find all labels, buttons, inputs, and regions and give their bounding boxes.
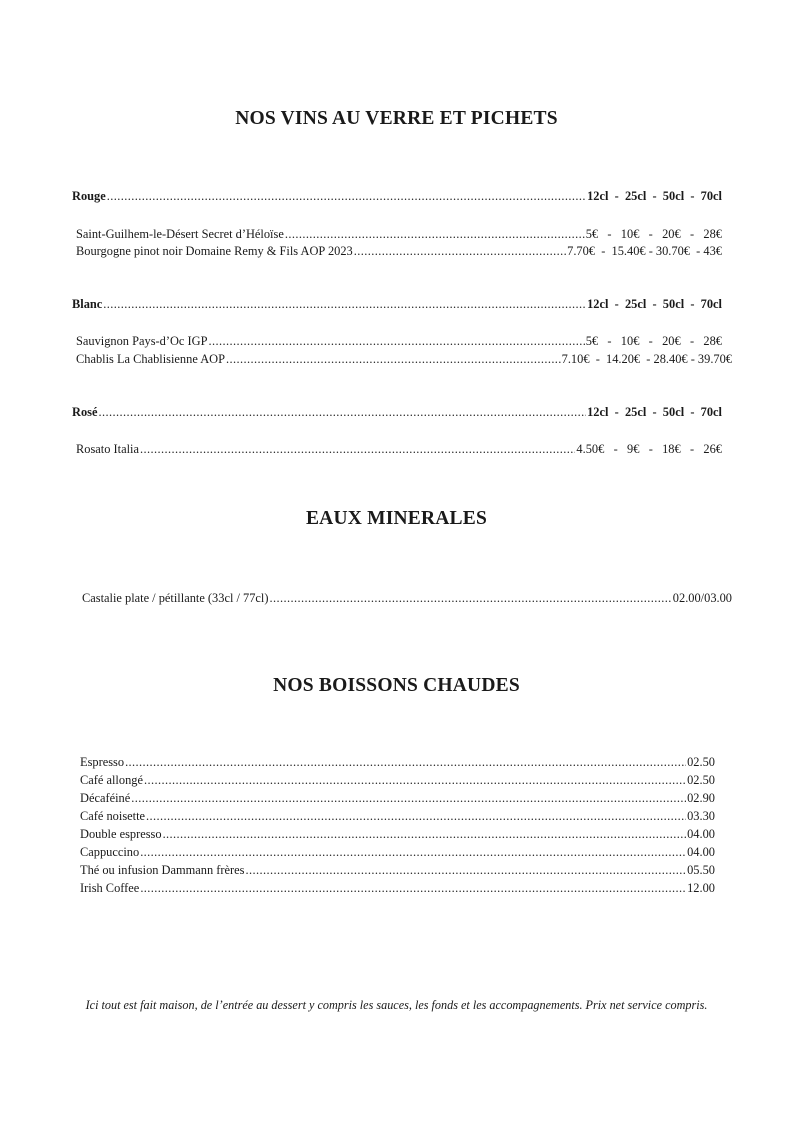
hot-drink-item [80, 772, 715, 788]
drink-name: Décaféiné [80, 791, 131, 805]
category-label: Rouge [72, 189, 106, 203]
size-columns: 12cl - 25cl - 50cl - 70cl [587, 405, 722, 419]
drink-name: Thé ou infusion Dammann frères [80, 863, 245, 877]
category-label: Rosé [72, 405, 98, 419]
hot-drink-item [80, 808, 715, 824]
leader-dots [163, 826, 687, 842]
hot-drink-item [80, 754, 715, 770]
water-name: Castalie plate / pétillante (33cl / 77cl) [82, 591, 269, 605]
drink-price: 04.00 [687, 845, 715, 859]
leader-dots [140, 441, 575, 457]
hot-drinks-title: NOS BOISSONS CHAUDES [273, 675, 520, 696]
water-price: 02.00/03.00 [672, 591, 732, 605]
size-columns: 12cl - 25cl - 50cl - 70cl [587, 297, 722, 311]
drink-price: 02.50 [687, 755, 715, 769]
drink-price: 05.50 [687, 863, 715, 877]
wine-name: Sauvignon Pays-d’Oc IGP [76, 334, 208, 348]
hot-drink-item [80, 862, 715, 878]
category-label: Blanc [72, 297, 103, 311]
drink-price: 04.00 [687, 827, 715, 841]
leader-dots [146, 808, 686, 824]
wine-name: Rosato Italia [76, 442, 139, 456]
leader-dots [208, 333, 584, 349]
size-columns: 12cl - 25cl - 50cl - 70cl [587, 189, 722, 203]
wines-title: NOS VINS AU VERRE ET PICHETS [235, 108, 558, 129]
leader-dots [226, 351, 561, 367]
wine-prices: 7.10€ - 14.20€ - 28.40€ - 39.70€ [561, 352, 732, 366]
wine-category-rose [72, 404, 722, 420]
wine-item [76, 441, 722, 457]
leader-dots [140, 880, 686, 896]
leader-dots [354, 243, 566, 259]
leader-dots [125, 754, 686, 770]
leader-dots [140, 844, 686, 860]
leader-dots [98, 404, 586, 420]
drink-name: Café noisette [80, 809, 146, 823]
wine-item [76, 243, 722, 259]
drink-price: 12.00 [687, 881, 715, 895]
hot-drink-item [80, 880, 715, 896]
wine-item [76, 226, 722, 242]
wine-prices: 7.70€ - 15.40€ - 30.70€ - 43€ [567, 244, 722, 258]
wine-category-blanc [72, 296, 722, 312]
drink-name: Irish Coffee [80, 881, 140, 895]
drink-name: Espresso [80, 755, 125, 769]
wine-prices: 4.50€ - 9€ - 18€ - 26€ [576, 442, 722, 456]
leader-dots [131, 790, 686, 806]
leader-dots [245, 862, 686, 878]
wine-prices: 5€ - 10€ - 20€ - 28€ [585, 334, 722, 348]
water-item [82, 590, 732, 606]
wine-prices: 5€ - 10€ - 20€ - 28€ [585, 227, 722, 241]
leader-dots [285, 226, 585, 242]
waters-title: EAUX MINERALES [305, 508, 488, 529]
drink-name: Café allongé [80, 773, 143, 787]
drink-name: Cappuccino [80, 845, 140, 859]
hot-drink-item [80, 790, 715, 806]
hot-drink-item [80, 844, 715, 860]
leader-dots [269, 590, 671, 606]
leader-dots [103, 296, 586, 312]
drink-price: 02.90 [687, 791, 715, 805]
leader-dots [107, 188, 586, 204]
wine-name: Chablis La Chablisienne AOP [76, 352, 226, 366]
wine-name: Bourgogne pinot noir Domaine Remy & Fils AOP 2023 [76, 244, 353, 258]
wine-item [76, 351, 732, 367]
footer-note: Ici tout est fait maison, de l’entrée au dessert y compris les sauces, les fonds et les accompagnements. Prix net service compris. [85, 998, 708, 1012]
hot-drink-item [80, 826, 715, 842]
drink-price: 03.30 [687, 809, 715, 823]
leader-dots [144, 772, 686, 788]
drink-price: 02.50 [687, 773, 715, 787]
wine-category-rouge [72, 188, 722, 204]
wine-name: Saint-Guilhem-le-Désert Secret d’Héloïse [76, 227, 284, 241]
wine-item [76, 333, 722, 349]
drink-name: Double espresso [80, 827, 162, 841]
